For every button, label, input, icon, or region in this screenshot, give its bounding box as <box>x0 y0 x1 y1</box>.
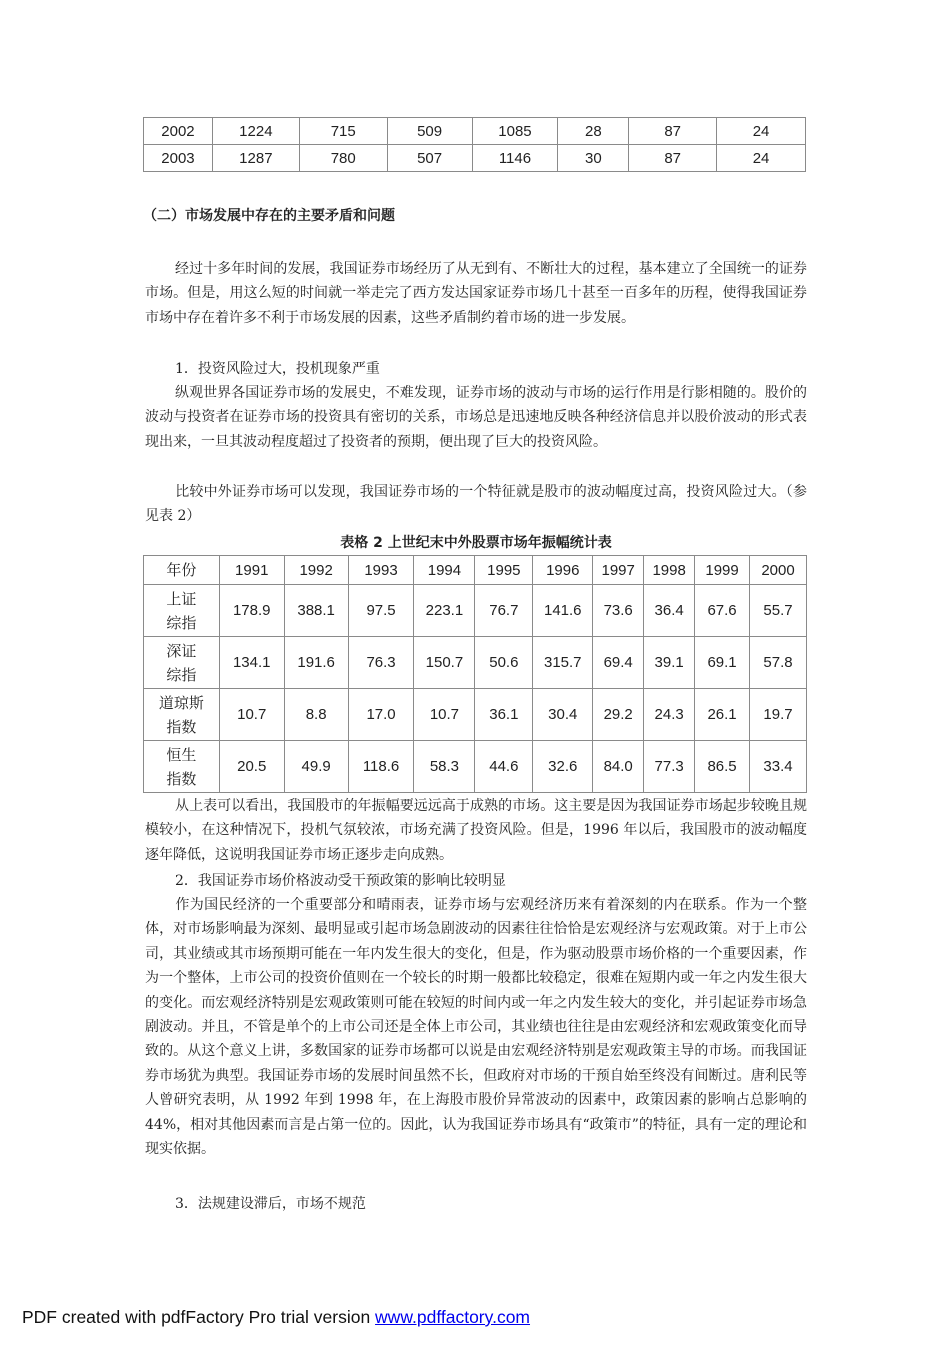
subheading-2: 2．我国证券市场价格波动受干预政策的影响比较明显 <box>175 873 506 889</box>
section-heading: （二）市场发展中存在的主要矛盾和问题 <box>143 208 395 224</box>
table-cell: 86.5 <box>695 741 750 793</box>
table-cell: 30.4 <box>533 689 593 741</box>
table-cell: 1224 <box>212 118 299 145</box>
table-cell: 19.7 <box>750 689 807 741</box>
row-label-line-2: 指数 <box>166 769 197 788</box>
table-cell: 191.6 <box>284 637 348 689</box>
table-cell: 69.1 <box>695 637 750 689</box>
paragraph-intro: 经过十多年时间的发展，我国证券市场经历了从无到有、不断壮大的过程，基本建立了全国统一的证券市场。但是，用这么短的时间就一举走完了西方发达国家证券市场几十甚至一百多年的历程，使得我国证券市场中存在着许多不利于市场发展的因素，这些矛盾制约着市场的进一步发展。 <box>145 261 807 326</box>
table-cell: 223.1 <box>414 585 475 637</box>
continued-data-table <box>143 117 806 172</box>
table-cell: 50.6 <box>475 637 533 689</box>
table-cell: 1146 <box>472 145 558 172</box>
table-cell: 76.3 <box>348 637 414 689</box>
table-cell: 8.8 <box>284 689 348 741</box>
header-cell: 1999 <box>695 556 750 585</box>
header-cell: 年份 <box>144 556 220 585</box>
subheading-1: 1．投资风险过大，投机现象严重 <box>175 361 380 377</box>
table-cell: 507 <box>387 145 472 172</box>
table-cell: 69.4 <box>593 637 644 689</box>
row-label-line-1: 恒生 <box>166 745 197 764</box>
header-cell: 2000 <box>750 556 807 585</box>
row-label <box>144 637 220 689</box>
footer-link[interactable]: www.pdffactory.com <box>375 1307 531 1327</box>
table-cell: 39.1 <box>644 637 695 689</box>
paragraph-risk: 纵观世界各国证券市场的发展史，不难发现，证券市场的波动与市场的运行作用是行影相随的。股价的波动与投资者在证券市场的投资具有密切的关系，市场总是迅速地反映各种经济信息并以股价波动的形式表现出来，一旦其波动程度超过了投资者的预期，便出现了巨大的投资风险。 <box>145 385 807 450</box>
header-cell: 1998 <box>644 556 695 585</box>
header-cell: 1996 <box>533 556 593 585</box>
table-cell: 32.6 <box>533 741 593 793</box>
table-cell: 509 <box>387 118 472 145</box>
paragraph-conclusion: 从上表可以看出，我国股市的年振幅要远远高于成熟的市场。这主要是因为我国证券市场起步较晚且规模较小，在这种情况下，投机气氛较浓，市场充满了投资风险。但是，1996 年以后，我国股市的波动幅度逐年降低，这说明我国证券市场正逐步走向成熟。 <box>145 798 807 863</box>
table-cell: 2003 <box>144 145 213 172</box>
header-cell: 1995 <box>475 556 533 585</box>
row-label-line-1: 上证 <box>166 589 197 608</box>
table-cell: 28 <box>558 118 629 145</box>
header-cell: 1994 <box>414 556 475 585</box>
table-cell: 87 <box>629 145 717 172</box>
table-cell: 388.1 <box>284 585 348 637</box>
table-cell: 20.5 <box>219 741 284 793</box>
table-cell: 44.6 <box>475 741 533 793</box>
table-cell: 2002 <box>144 118 213 145</box>
row-label-line-2: 综指 <box>166 613 197 632</box>
table-cell: 26.1 <box>695 689 750 741</box>
table-cell: 36.4 <box>644 585 695 637</box>
table-row <box>144 145 806 172</box>
pdf-footer <box>22 1307 530 1328</box>
table-cell: 49.9 <box>284 741 348 793</box>
table-cell: 84.0 <box>593 741 644 793</box>
table-cell: 58.3 <box>414 741 475 793</box>
table-cell: 36.1 <box>475 689 533 741</box>
table-cell: 55.7 <box>750 585 807 637</box>
table-cell: 67.6 <box>695 585 750 637</box>
table-cell: 33.4 <box>750 741 807 793</box>
header-cell: 1992 <box>284 556 348 585</box>
table-cell: 76.7 <box>475 585 533 637</box>
table-cell: 77.3 <box>644 741 695 793</box>
table-cell: 29.2 <box>593 689 644 741</box>
table-cell: 10.7 <box>219 689 284 741</box>
table-row <box>144 637 807 689</box>
table-cell: 141.6 <box>533 585 593 637</box>
table-caption: 表格 2 上世纪末中外股票市场年振幅统计表 <box>340 535 612 551</box>
footer-text: PDF created with pdfFactory Pro trial version <box>22 1307 376 1327</box>
table-cell: 780 <box>299 145 387 172</box>
paragraph-compare: 比较中外证券市场可以发现，我国证券市场的一个特征就是股市的波动幅度过高，投资风险过大。（参见表 2） <box>145 484 807 525</box>
table-cell: 73.6 <box>593 585 644 637</box>
row-label <box>144 585 220 637</box>
row-label-line-1: 道琼斯 <box>158 693 204 712</box>
row-label <box>144 689 220 741</box>
table-cell: 87 <box>629 118 717 145</box>
table-cell: 134.1 <box>219 637 284 689</box>
table-cell: 150.7 <box>414 637 475 689</box>
table-cell: 24.3 <box>644 689 695 741</box>
header-cell: 1993 <box>348 556 414 585</box>
table-cell: 24 <box>717 145 806 172</box>
table-row <box>144 585 807 637</box>
table-cell: 97.5 <box>348 585 414 637</box>
table-cell: 30 <box>558 145 629 172</box>
header-cell: 1997 <box>593 556 644 585</box>
table-row <box>144 118 806 145</box>
table-cell: 178.9 <box>219 585 284 637</box>
table-cell: 24 <box>717 118 806 145</box>
row-label <box>144 741 220 793</box>
table-cell: 10.7 <box>414 689 475 741</box>
table-cell: 1287 <box>212 145 299 172</box>
table-cell: 715 <box>299 118 387 145</box>
table-header-row <box>144 556 807 585</box>
row-label-line-2: 指数 <box>166 717 197 736</box>
table-cell: 315.7 <box>533 637 593 689</box>
table-row <box>144 689 807 741</box>
table-row <box>144 741 807 793</box>
header-cell: 1991 <box>219 556 284 585</box>
table-cell: 1085 <box>472 118 558 145</box>
subheading-3: 3．法规建设滞后，市场不规范 <box>175 1196 366 1212</box>
table-cell: 118.6 <box>348 741 414 793</box>
row-label-line-1: 深证 <box>166 641 197 660</box>
amplitude-table <box>143 555 807 793</box>
table-cell: 57.8 <box>750 637 807 689</box>
table-cell: 17.0 <box>348 689 414 741</box>
row-label-line-2: 综指 <box>166 665 197 684</box>
paragraph-policy: 作为国民经济的一个重要部分和晴雨表，证券市场与宏观经济历来有着深刻的内在联系。作为一个整体，对市场影响最为深刻、最明显或引起市场急剧波动的因素往往恰恰是宏观经济与宏观政策。对于上市公司，其业绩或其市场预期可能在一年内发生很大的变化，但是，作为驱动股票市场价格的一个重要因素，作为一个整体，上市公司的投资价值则在一个较长的时期一般都比较稳定，很难在短期内或一年之内发生很大的变化。而宏观经济特别是宏观政策则可能在较短的时间内或一年之内发生较大的变化，并引起证券市场急剧波动。并且，不管是单个的上市公司还是全体上市公司，其业绩也往往是由宏观经济和宏观政策变化而导致的。从这个意义上讲，多数国家的证券市场都可以说是由宏观经济特别是宏观政策主导的市场。而我国证券市场犹为典型。我国证券市场的发展时间虽然不长，但政府对市场的干预自始至终没有间断过。唐利民等人曾研究表明，从 1992 年到 1998 年，在上海股市股价异常波动的因素中，政策因素的影响占总影响的 44%，相对其他因素而言是占第一位的。因此，认为我国证券市场具有“政策市”的特征，具有一定的理论和现实依据。 <box>145 897 807 1158</box>
